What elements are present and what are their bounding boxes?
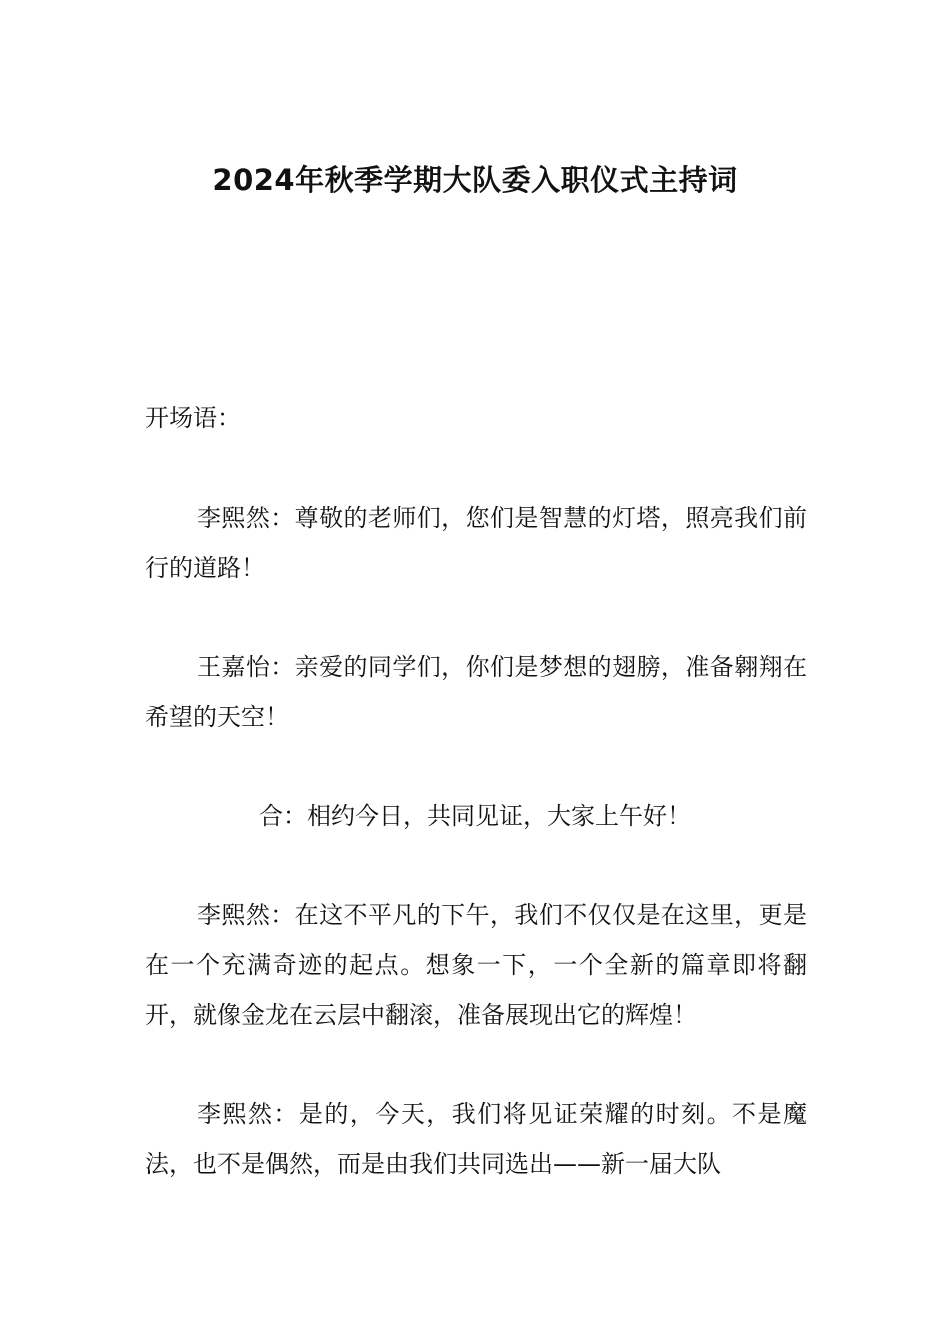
paragraph-wang-1: 王嘉怡：亲爱的同学们，你们是梦想的翅膀，准备翱翔在希望的天空！ — [145, 653, 807, 731]
paragraph-li-3: 李熙然：是的，今天，我们将见证荣耀的时刻。不是魔法，也不是偶然，而是由我们共同选出——新一届大队 — [145, 1100, 807, 1178]
document-title: 2024年秋季学期大队委入职仪式主持词 — [212, 163, 738, 197]
section-label: 开场语： — [145, 404, 241, 432]
paragraph-li-2: 李熙然：在这不平凡的下午，我们不仅仅是在这里，更是在一个充满奇迹的起点。想象一下，一个全新的篇章即将翻开，就像金龙在云层中翻滚，准备展现出它的辉煌！ — [145, 901, 807, 1029]
paragraph-li-1: 李熙然：尊敬的老师们，您们是智慧的灯塔，照亮我们前行的道路！ — [145, 504, 807, 582]
paragraph-together: 合：相约今日，共同见证，大家上午好！ — [259, 802, 691, 830]
